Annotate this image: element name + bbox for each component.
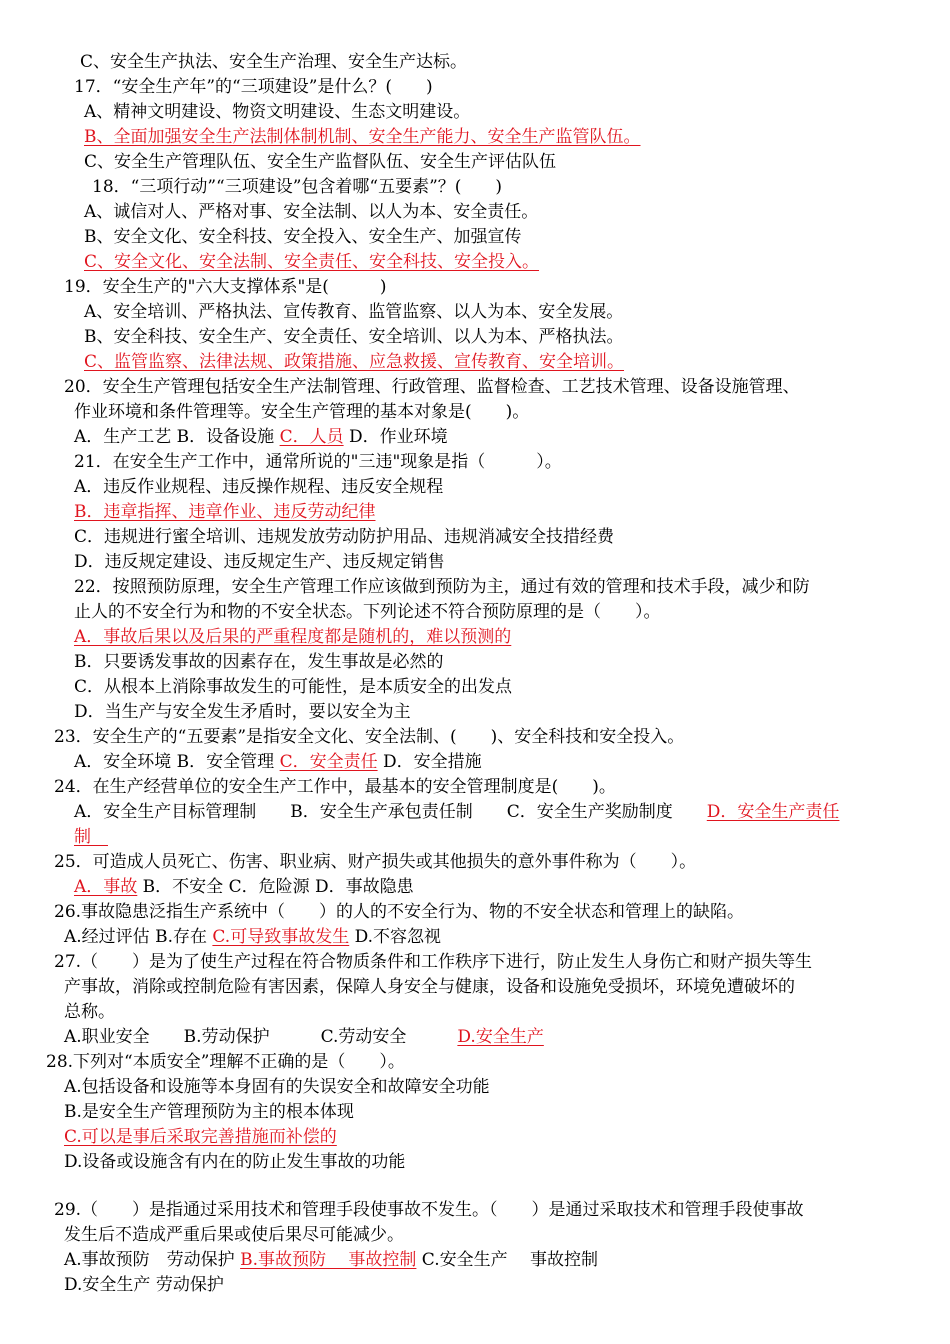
q24-question: 24．在生产经营单位的安全生产工作中，最基本的安全管理制度是( )。 [54,777,616,797]
q18-option-a: A、诚信对人、严格对事、安全法制、以人为本、安全责任。 [84,202,539,222]
q28-option-b: B.是安全生产管理预防为主的根本体现 [64,1102,354,1122]
q25-options: A．事故 B．不安全 C．危险源 D．事故隐患 [74,877,414,897]
q21-option-d: D．违反规定建设、违反规定生产、违反规定销售 [74,552,445,572]
q21-option-a: A．违反作业规程、违反操作规程、违反安全规程 [74,477,444,497]
q17-option-a: A、精神文明建设、物资文明建设、生态文明建设。 [84,102,471,122]
q22-option-b: B．只要诱发事故的因素存在，发生事故是必然的 [74,652,444,672]
q28-question: 28.下列对“本质安全”理解不正确的是（ ）。 [46,1052,405,1072]
q27-question-line3: 总称。 [64,1002,115,1022]
q26-question: 26.事故隐患泛指生产系统中（ ）的人的不安全行为、物的不安全状态和管理上的缺陷。 [54,902,745,922]
q26-options: A.经过评估 B.存在 C.可导致事故发生 D.不容忽视 [64,927,442,947]
q19-option-a: A、安全培训、严格执法、宣传教育、监管监察、以人为本、安全发展。 [84,302,624,322]
q16-option-c: C、安全生产执法、安全生产治理、安全生产达标。 [80,52,468,72]
q29-option-d: D.安全生产 劳动保护 [64,1275,224,1295]
q22-question-line1: 22．按照预防原理，安全生产管理工作应该做到预防为主，通过有效的管理和技术手段，减少和防 [74,577,810,597]
q24-options: A．安全生产目标管理制 B．安全生产承包责任制 C．安全生产奖励制度 D．安全生产责任 [74,802,840,822]
q29-question-line1: 29.（ ）是指通过采用技术和管理手段使事故不发生。（ ）是通过采取技术和管理手段使事故 [54,1200,804,1220]
q20-answer: C．人员 [279,427,344,447]
q17-option-c: C、安全生产管理队伍、安全生产监督队伍、安全生产评估队伍 [84,152,557,172]
q27-question-line1: 27.（ ）是为了使生产过程在符合物质条件和工作秩序下进行，防止发生人身伤亡和财产损失等生 [54,952,813,972]
q29-question-line2: 发生后不造成严重后果或使后果尽可能减少。 [64,1225,404,1245]
q26-answer: C.可导致事故发生 [212,927,350,947]
q21-option-c: C．违规进行蜜全培训、违规发放劳动防护用品、违规消减安全技措经费 [74,527,615,547]
q23-question: 23．安全生产的“五要素”是指安全文化、安全法制、( )、安全科技和安全投入。 [54,727,685,747]
q22-question-line2: 止人的不安全行为和物的不安全状态。下列论述不符合预防原理的是（ ）。 [74,602,661,622]
q18-option-b: B、安全文化、安全科技、安全投入、安全生产、加强宣传 [84,227,522,247]
q21-option-b-answer: B．违章指挥、违章作业、违反劳动纪律 [74,502,376,522]
q27-options: A.职业安全 B.劳动保护 C.劳动安全 D.安全生产 [64,1027,544,1047]
q19-option-b: B、安全科技、安全生产、安全责任、安全培训、以人为本、严格执法。 [84,327,624,347]
q24-options-wrap [74,825,108,850]
q27-question-line2: 产事故，消除或控制危险有害因素，保障人身安全与健康，设备和设施免受损坏，环境免遭破坏的 [64,977,795,997]
q18-question: 18．“三项行动”“三项建设”包含着哪“五要素”？( ) [92,177,503,197]
q24-answer-wrap: 制 [74,827,108,847]
q25-answer: A．事故 [74,877,138,897]
q29-options: A.事故预防 劳动保护 B.事故预防 事故控制 C.安全生产 事故控制 [64,1250,599,1270]
q23-options: A．安全环境 B．安全管理 C．安全责任 D．安全措施 [74,752,482,772]
q23-answer: C．安全责任 [279,752,378,772]
q28-option-c-answer: C.可以是事后采取完善措施而补偿的 [64,1127,337,1147]
q18-option-c-answer: C、安全文化、安全法制、安全责任、安全科技、安全投入。 [84,252,540,272]
q21-question: 21．在安全生产工作中，通常所说的"三违"现象是指（ ）。 [74,452,562,472]
q22-option-d: D．当生产与安全发生矛盾时，要以安全为主 [74,702,411,722]
q22-option-c: C．从根本上消除事故发生的可能性，是本质安全的出发点 [74,677,513,697]
q20-question-line1: 20．安全生产管理包括安全生产法制管理、行政管理、监督检查、工艺技术管理、设备设施管理、 [64,377,800,397]
q28-option-d: D.设备或设施含有内在的防止发生事故的功能 [64,1152,406,1172]
q17-question: 17．“安全生产年”的“三项建设”是什么？( ) [74,77,433,97]
q28-option-a: A.包括设备和设施等本身固有的失误安全和故障安全功能 [64,1077,490,1097]
q25-question: 25．可造成人员死亡、伤害、职业病、财产损失或其他损失的意外事件称为（ ）。 [54,852,697,872]
q20-options: A．生产工艺 B．设备设施 C．人员 D．作业环境 [74,427,448,447]
q17-option-b-answer: B、全面加强安全生产法制体制机制、安全生产能力、安全生产监管队伍。 [84,127,641,147]
q19-option-c-answer: C、监管监察、法律法规、政策措施、应急救援、宣传教育、安全培训。 [84,352,625,372]
q27-answer: D.安全生产 [457,1027,544,1047]
q19-question: 19．安全生产的"六大支撑体系"是( ) [64,277,387,297]
q29-answer: B.事故预防 事故控制 [240,1250,417,1270]
q22-option-a-answer: A．事故后果以及后果的严重程度都是随机的，难以预测的 [74,627,512,647]
q20-question-line2: 作业环境和条件管理等。安全生产管理的基本对象是( )。 [74,402,530,422]
q24-answer: D．安全生产责任 [706,802,840,822]
